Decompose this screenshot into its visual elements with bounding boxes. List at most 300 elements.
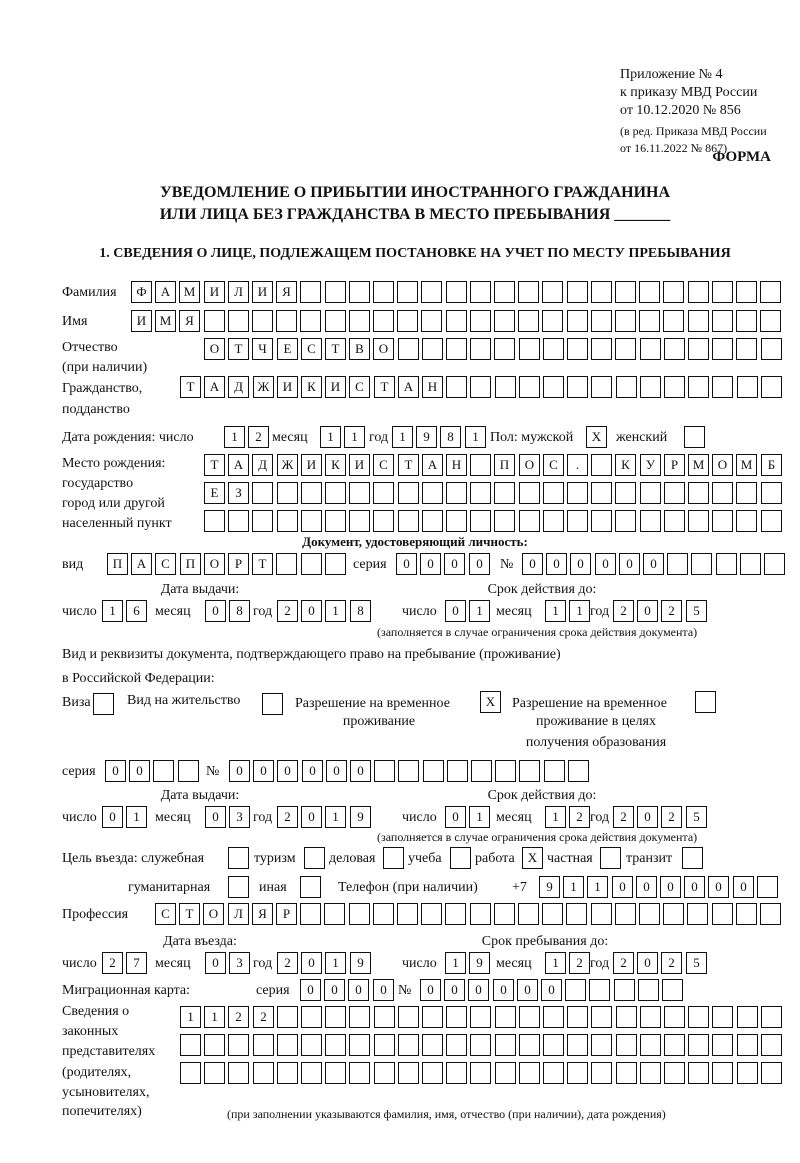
char-cell[interactable]	[543, 1062, 564, 1084]
char-cell[interactable]: 0	[102, 806, 123, 828]
char-cell[interactable]	[470, 1034, 491, 1056]
char-cell[interactable]: 2	[102, 952, 123, 974]
char-cell[interactable]: 0	[326, 760, 347, 782]
char-cell[interactable]	[301, 1006, 322, 1028]
checkbox-cell[interactable]	[300, 876, 321, 898]
char-cell[interactable]	[277, 482, 298, 504]
char-cell[interactable]	[228, 1034, 249, 1056]
char-cell[interactable]	[421, 903, 442, 925]
char-cell[interactable]	[228, 510, 249, 532]
char-cell[interactable]	[470, 454, 491, 476]
char-cell[interactable]: 0	[301, 600, 322, 622]
char-cell[interactable]: 5	[686, 952, 707, 974]
char-cell[interactable]: 0	[493, 979, 514, 1001]
char-cell[interactable]	[324, 903, 345, 925]
char-cell[interactable]	[542, 903, 563, 925]
char-cell[interactable]: 2	[228, 1006, 249, 1028]
char-cell[interactable]	[543, 482, 564, 504]
char-cell[interactable]	[667, 553, 688, 575]
char-cell[interactable]	[518, 310, 539, 332]
char-cell[interactable]: Р	[276, 903, 297, 925]
char-cell[interactable]	[688, 281, 709, 303]
char-cell[interactable]	[688, 482, 709, 504]
char-cell[interactable]	[374, 760, 395, 782]
char-cell[interactable]	[736, 510, 757, 532]
char-cell[interactable]	[640, 376, 661, 398]
char-cell[interactable]	[615, 482, 636, 504]
char-cell[interactable]: К	[301, 376, 322, 398]
char-cell[interactable]: И	[349, 454, 370, 476]
char-cell[interactable]	[712, 1034, 733, 1056]
char-cell[interactable]	[543, 338, 564, 360]
char-cell[interactable]: 2	[277, 600, 298, 622]
char-cell[interactable]	[373, 903, 394, 925]
char-cell[interactable]	[662, 979, 683, 1001]
char-cell[interactable]	[761, 1034, 782, 1056]
char-cell[interactable]: 1	[545, 600, 566, 622]
char-cell[interactable]	[519, 376, 540, 398]
char-cell[interactable]	[542, 310, 563, 332]
char-cell[interactable]	[349, 903, 370, 925]
char-cell[interactable]	[740, 553, 761, 575]
char-cell[interactable]	[397, 310, 418, 332]
checkbox-cell[interactable]	[600, 847, 621, 869]
char-cell[interactable]	[252, 482, 273, 504]
char-cell[interactable]	[495, 1034, 516, 1056]
char-cell[interactable]	[616, 1006, 637, 1028]
char-cell[interactable]: .	[567, 454, 588, 476]
char-cell[interactable]: 0	[105, 760, 126, 782]
char-cell[interactable]: 2	[661, 952, 682, 974]
char-cell[interactable]: 1	[325, 600, 346, 622]
char-cell[interactable]	[567, 338, 588, 360]
checkbox-cell[interactable]	[684, 426, 705, 448]
char-cell[interactable]: 1	[344, 426, 365, 448]
char-cell[interactable]	[398, 760, 419, 782]
char-cell[interactable]: О	[373, 338, 394, 360]
char-cell[interactable]	[712, 510, 733, 532]
char-cell[interactable]	[737, 1006, 758, 1028]
char-cell[interactable]	[373, 281, 394, 303]
checkbox-cell[interactable]	[695, 691, 716, 713]
char-cell[interactable]	[760, 903, 781, 925]
char-cell[interactable]: 5	[686, 806, 707, 828]
char-cell[interactable]: 1	[320, 426, 341, 448]
char-cell[interactable]: 0	[129, 760, 150, 782]
char-cell[interactable]	[663, 903, 684, 925]
char-cell[interactable]	[470, 310, 491, 332]
char-cell[interactable]	[470, 482, 491, 504]
char-cell[interactable]	[761, 482, 782, 504]
char-cell[interactable]	[664, 338, 685, 360]
checkbox-cell[interactable]	[682, 847, 703, 869]
char-cell[interactable]	[494, 510, 515, 532]
char-cell[interactable]: П	[494, 454, 515, 476]
char-cell[interactable]	[374, 1062, 395, 1084]
char-cell[interactable]	[252, 310, 273, 332]
char-cell[interactable]: 1	[563, 876, 584, 898]
char-cell[interactable]	[712, 281, 733, 303]
char-cell[interactable]	[325, 1062, 346, 1084]
char-cell[interactable]: О	[204, 338, 225, 360]
char-cell[interactable]: Д	[228, 376, 249, 398]
char-cell[interactable]	[446, 281, 467, 303]
char-cell[interactable]	[276, 310, 297, 332]
char-cell[interactable]	[228, 1062, 249, 1084]
char-cell[interactable]	[446, 1062, 467, 1084]
char-cell[interactable]: 1	[224, 426, 245, 448]
char-cell[interactable]: Т	[228, 338, 249, 360]
char-cell[interactable]	[761, 510, 782, 532]
char-cell[interactable]	[664, 482, 685, 504]
char-cell[interactable]	[568, 760, 589, 782]
char-cell[interactable]: Т	[252, 553, 273, 575]
char-cell[interactable]	[397, 281, 418, 303]
char-cell[interactable]	[470, 338, 491, 360]
checkbox-cell[interactable]	[383, 847, 404, 869]
char-cell[interactable]: Б	[761, 454, 782, 476]
char-cell[interactable]	[567, 1034, 588, 1056]
char-cell[interactable]: В	[349, 338, 370, 360]
char-cell[interactable]	[640, 338, 661, 360]
char-cell[interactable]	[716, 553, 737, 575]
char-cell[interactable]: О	[712, 454, 733, 476]
char-cell[interactable]: 0	[637, 952, 658, 974]
char-cell[interactable]: 3	[229, 806, 250, 828]
char-cell[interactable]	[398, 1062, 419, 1084]
char-cell[interactable]	[446, 310, 467, 332]
char-cell[interactable]	[301, 1034, 322, 1056]
char-cell[interactable]: Т	[398, 454, 419, 476]
char-cell[interactable]: 0	[444, 979, 465, 1001]
char-cell[interactable]	[373, 510, 394, 532]
char-cell[interactable]	[712, 1006, 733, 1028]
char-cell[interactable]	[519, 510, 540, 532]
char-cell[interactable]	[153, 760, 174, 782]
char-cell[interactable]: 0	[445, 600, 466, 622]
char-cell[interactable]	[736, 338, 757, 360]
char-cell[interactable]	[494, 482, 515, 504]
char-cell[interactable]	[495, 1006, 516, 1028]
char-cell[interactable]: А	[422, 454, 443, 476]
char-cell[interactable]	[615, 281, 636, 303]
char-cell[interactable]	[422, 1006, 443, 1028]
char-cell[interactable]	[374, 1006, 395, 1028]
char-cell[interactable]	[712, 903, 733, 925]
char-cell[interactable]	[495, 1062, 516, 1084]
char-cell[interactable]	[567, 376, 588, 398]
char-cell[interactable]	[761, 1006, 782, 1028]
char-cell[interactable]: 0	[468, 979, 489, 1001]
char-cell[interactable]	[374, 1034, 395, 1056]
char-cell[interactable]	[567, 482, 588, 504]
char-cell[interactable]	[398, 482, 419, 504]
char-cell[interactable]	[543, 1034, 564, 1056]
char-cell[interactable]: 2	[661, 806, 682, 828]
char-cell[interactable]: Т	[180, 376, 201, 398]
char-cell[interactable]	[712, 310, 733, 332]
char-cell[interactable]: Е	[277, 338, 298, 360]
char-cell[interactable]	[664, 1062, 685, 1084]
char-cell[interactable]: 0	[205, 600, 226, 622]
char-cell[interactable]	[591, 510, 612, 532]
char-cell[interactable]	[567, 281, 588, 303]
char-cell[interactable]: 0	[420, 553, 441, 575]
char-cell[interactable]: И	[277, 376, 298, 398]
char-cell[interactable]: 1	[545, 806, 566, 828]
char-cell[interactable]	[761, 338, 782, 360]
char-cell[interactable]: Я	[252, 903, 273, 925]
char-cell[interactable]	[688, 1034, 709, 1056]
char-cell[interactable]: 3	[229, 952, 250, 974]
char-cell[interactable]	[398, 1034, 419, 1056]
char-cell[interactable]	[422, 338, 443, 360]
char-cell[interactable]: Т	[179, 903, 200, 925]
char-cell[interactable]: 0	[253, 760, 274, 782]
char-cell[interactable]	[691, 553, 712, 575]
char-cell[interactable]	[445, 903, 466, 925]
char-cell[interactable]	[423, 760, 444, 782]
char-cell[interactable]	[349, 1034, 370, 1056]
char-cell[interactable]	[543, 510, 564, 532]
char-cell[interactable]: 2	[613, 952, 634, 974]
char-cell[interactable]	[615, 310, 636, 332]
char-cell[interactable]	[712, 482, 733, 504]
char-cell[interactable]: И	[131, 310, 152, 332]
char-cell[interactable]: Н	[446, 454, 467, 476]
char-cell[interactable]	[687, 903, 708, 925]
char-cell[interactable]	[591, 338, 612, 360]
char-cell[interactable]	[300, 281, 321, 303]
char-cell[interactable]: И	[252, 281, 273, 303]
char-cell[interactable]	[567, 310, 588, 332]
char-cell[interactable]: 9	[416, 426, 437, 448]
char-cell[interactable]: 2	[569, 806, 590, 828]
char-cell[interactable]	[253, 1062, 274, 1084]
char-cell[interactable]: 0	[637, 806, 658, 828]
char-cell[interactable]	[446, 1006, 467, 1028]
char-cell[interactable]: Т	[374, 376, 395, 398]
char-cell[interactable]: 0	[350, 760, 371, 782]
char-cell[interactable]	[712, 1062, 733, 1084]
char-cell[interactable]	[761, 1062, 782, 1084]
char-cell[interactable]: С	[373, 454, 394, 476]
char-cell[interactable]	[300, 310, 321, 332]
char-cell[interactable]: С	[349, 376, 370, 398]
char-cell[interactable]: 1	[469, 600, 490, 622]
char-cell[interactable]: 1	[102, 600, 123, 622]
char-cell[interactable]	[518, 903, 539, 925]
char-cell[interactable]	[688, 1006, 709, 1028]
char-cell[interactable]	[325, 310, 346, 332]
char-cell[interactable]: 9	[350, 952, 371, 974]
char-cell[interactable]: 0	[660, 876, 681, 898]
char-cell[interactable]	[663, 310, 684, 332]
char-cell[interactable]	[736, 903, 757, 925]
char-cell[interactable]	[688, 310, 709, 332]
char-cell[interactable]: 0	[517, 979, 538, 1001]
char-cell[interactable]	[373, 310, 394, 332]
char-cell[interactable]	[252, 510, 273, 532]
char-cell[interactable]: 0	[637, 600, 658, 622]
char-cell[interactable]	[518, 281, 539, 303]
char-cell[interactable]	[737, 1034, 758, 1056]
char-cell[interactable]	[737, 376, 758, 398]
char-cell[interactable]: Л	[228, 903, 249, 925]
char-cell[interactable]	[178, 760, 199, 782]
char-cell[interactable]	[591, 1006, 612, 1028]
char-cell[interactable]: 0	[444, 553, 465, 575]
char-cell[interactable]: И	[204, 281, 225, 303]
char-cell[interactable]	[398, 510, 419, 532]
char-cell[interactable]: 0	[396, 553, 417, 575]
char-cell[interactable]	[300, 903, 321, 925]
char-cell[interactable]: А	[155, 281, 176, 303]
char-cell[interactable]: Д	[252, 454, 273, 476]
char-cell[interactable]: 0	[205, 952, 226, 974]
char-cell[interactable]	[301, 510, 322, 532]
char-cell[interactable]	[204, 1034, 225, 1056]
char-cell[interactable]	[421, 310, 442, 332]
char-cell[interactable]	[519, 1006, 540, 1028]
char-cell[interactable]	[398, 1006, 419, 1028]
char-cell[interactable]: 0	[324, 979, 345, 1001]
char-cell[interactable]	[712, 338, 733, 360]
char-cell[interactable]	[688, 338, 709, 360]
char-cell[interactable]	[180, 1034, 201, 1056]
char-cell[interactable]	[495, 376, 516, 398]
char-cell[interactable]: Р	[664, 454, 685, 476]
char-cell[interactable]	[640, 510, 661, 532]
char-cell[interactable]	[494, 281, 515, 303]
char-cell[interactable]: П	[107, 553, 128, 575]
char-cell[interactable]	[638, 979, 659, 1001]
char-cell[interactable]: 8	[440, 426, 461, 448]
char-cell[interactable]: И	[325, 376, 346, 398]
char-cell[interactable]: 0	[643, 553, 664, 575]
char-cell[interactable]	[349, 1006, 370, 1028]
checkbox-cell[interactable]: X	[480, 691, 501, 713]
char-cell[interactable]	[204, 1062, 225, 1084]
char-cell[interactable]: Л	[228, 281, 249, 303]
char-cell[interactable]	[398, 338, 419, 360]
char-cell[interactable]: С	[155, 903, 176, 925]
char-cell[interactable]	[470, 1006, 491, 1028]
char-cell[interactable]	[591, 903, 612, 925]
char-cell[interactable]	[639, 281, 660, 303]
char-cell[interactable]: 0	[277, 760, 298, 782]
char-cell[interactable]: 0	[612, 876, 633, 898]
char-cell[interactable]: 0	[522, 553, 543, 575]
char-cell[interactable]	[591, 1034, 612, 1056]
char-cell[interactable]: О	[203, 903, 224, 925]
char-cell[interactable]	[494, 338, 515, 360]
char-cell[interactable]: С	[301, 338, 322, 360]
char-cell[interactable]: 5	[686, 600, 707, 622]
char-cell[interactable]	[615, 903, 636, 925]
char-cell[interactable]	[736, 281, 757, 303]
char-cell[interactable]	[253, 1034, 274, 1056]
char-cell[interactable]	[325, 553, 346, 575]
char-cell[interactable]	[616, 376, 637, 398]
char-cell[interactable]	[565, 979, 586, 1001]
char-cell[interactable]	[591, 454, 612, 476]
checkbox-cell[interactable]	[228, 847, 249, 869]
char-cell[interactable]: 0	[229, 760, 250, 782]
char-cell[interactable]	[764, 553, 785, 575]
char-cell[interactable]	[736, 310, 757, 332]
char-cell[interactable]	[640, 482, 661, 504]
char-cell[interactable]: Ж	[253, 376, 274, 398]
char-cell[interactable]	[325, 1006, 346, 1028]
char-cell[interactable]: О	[519, 454, 540, 476]
char-cell[interactable]	[422, 1062, 443, 1084]
char-cell[interactable]: 1	[569, 600, 590, 622]
char-cell[interactable]	[615, 510, 636, 532]
char-cell[interactable]	[639, 310, 660, 332]
char-cell[interactable]	[228, 310, 249, 332]
char-cell[interactable]	[688, 1062, 709, 1084]
char-cell[interactable]	[277, 1006, 298, 1028]
char-cell[interactable]: К	[615, 454, 636, 476]
char-cell[interactable]	[688, 510, 709, 532]
char-cell[interactable]: 2	[277, 806, 298, 828]
char-cell[interactable]	[470, 510, 491, 532]
char-cell[interactable]	[519, 1062, 540, 1084]
char-cell[interactable]: 0	[302, 760, 323, 782]
char-cell[interactable]: 1	[204, 1006, 225, 1028]
char-cell[interactable]	[471, 760, 492, 782]
char-cell[interactable]	[349, 510, 370, 532]
char-cell[interactable]	[567, 1062, 588, 1084]
char-cell[interactable]	[325, 482, 346, 504]
char-cell[interactable]: 0	[595, 553, 616, 575]
char-cell[interactable]: Н	[422, 376, 443, 398]
char-cell[interactable]	[447, 760, 468, 782]
char-cell[interactable]: 2	[277, 952, 298, 974]
char-cell[interactable]: 0	[636, 876, 657, 898]
char-cell[interactable]: У	[640, 454, 661, 476]
char-cell[interactable]: 1	[545, 952, 566, 974]
char-cell[interactable]	[519, 338, 540, 360]
char-cell[interactable]: 0	[301, 952, 322, 974]
char-cell[interactable]: М	[179, 281, 200, 303]
char-cell[interactable]	[397, 903, 418, 925]
char-cell[interactable]: 6	[126, 600, 147, 622]
char-cell[interactable]	[664, 1034, 685, 1056]
char-cell[interactable]	[761, 376, 782, 398]
char-cell[interactable]	[519, 482, 540, 504]
char-cell[interactable]: А	[228, 454, 249, 476]
char-cell[interactable]	[301, 482, 322, 504]
char-cell[interactable]: Т	[325, 338, 346, 360]
char-cell[interactable]: 1	[325, 806, 346, 828]
char-cell[interactable]	[349, 482, 370, 504]
char-cell[interactable]	[470, 376, 491, 398]
char-cell[interactable]	[591, 482, 612, 504]
char-cell[interactable]	[325, 1034, 346, 1056]
char-cell[interactable]: Ф	[131, 281, 152, 303]
char-cell[interactable]: 9	[539, 876, 560, 898]
char-cell[interactable]	[737, 1062, 758, 1084]
char-cell[interactable]: 1	[445, 952, 466, 974]
char-cell[interactable]: 0	[445, 806, 466, 828]
char-cell[interactable]	[757, 876, 778, 898]
char-cell[interactable]	[422, 1034, 443, 1056]
checkbox-cell[interactable]	[262, 693, 283, 715]
char-cell[interactable]: 2	[569, 952, 590, 974]
char-cell[interactable]	[712, 376, 733, 398]
